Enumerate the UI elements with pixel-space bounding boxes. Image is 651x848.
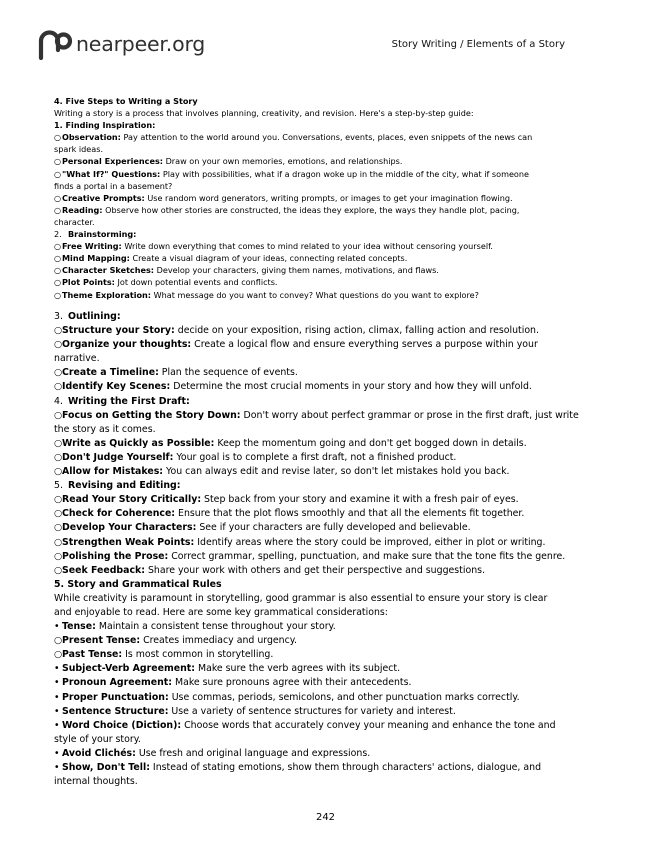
list-item xyxy=(54,131,584,143)
list-item: ○Past Tense: Is most common in storytelling. xyxy=(54,648,584,662)
item-term: Mind Mapping: xyxy=(62,253,130,264)
breadcrumb: Story Writing / Elements of a Story xyxy=(391,39,565,50)
list-item xyxy=(54,536,584,550)
item-term: Observation: xyxy=(62,132,121,143)
bullet-icon: • xyxy=(54,705,60,717)
section-heading: 4. Five Steps to Writing a Story xyxy=(54,96,198,106)
item-term: Show, Don't Tell: xyxy=(62,762,150,773)
list-item xyxy=(54,204,584,216)
step-1-list xyxy=(54,131,584,228)
hollow-bullet-icon: ○ xyxy=(54,325,63,337)
list-item xyxy=(54,521,584,535)
list-item xyxy=(54,761,584,775)
bullet-icon: • xyxy=(54,663,60,675)
item-term: Write as Quickly as Possible: xyxy=(62,437,215,449)
item-description: Pay attention to the world around you. Conversations, events, places, even snippets of the news can xyxy=(120,132,533,143)
hollow-bullet-icon: ○ xyxy=(54,635,63,647)
item-description: See if your characters are fully developed and believable. xyxy=(196,522,471,534)
item-term: Create a Timeline: xyxy=(62,367,159,379)
list-item-continuation: narrative. xyxy=(54,353,100,365)
item-term: Strengthen Weak Points: xyxy=(62,536,195,548)
list-item: ○Present Tense: Creates immediacy and urgency. xyxy=(54,634,584,648)
logo-text: nearpeer.org xyxy=(76,32,206,56)
hollow-bullet-icon: ○ xyxy=(54,168,62,179)
page-header xyxy=(0,0,651,80)
step-2-list xyxy=(54,240,584,300)
step-number: 2. xyxy=(54,229,62,240)
item-term: Structure your Story: xyxy=(62,325,175,337)
item-description: Correct grammar, spelling, punctuation, and make sure that the tone fits the genre. xyxy=(168,550,566,562)
item-term: Pronoun Agreement: xyxy=(62,677,173,689)
item-term: Allow for Mistakes: xyxy=(62,466,164,478)
item-term: Don't Judge Yourself: xyxy=(62,451,174,463)
item-term: Subject-Verb Agreement: xyxy=(62,663,195,675)
item-description: Draw on your own memories, emotions, and relationships. xyxy=(163,156,403,167)
list-item-continuation: style of your story. xyxy=(54,733,141,745)
item-term: Polishing the Prose: xyxy=(62,550,169,562)
list-item xyxy=(54,493,584,507)
item-description: Identify areas where the story could be improved, either in plot or writing. xyxy=(194,536,546,548)
hollow-bullet-icon: ○ xyxy=(54,192,62,203)
item-description: Jot down potential events and conflicts. xyxy=(114,277,278,288)
item-description: Ensure that the plot flows smoothly and that all the elements fit together. xyxy=(175,508,525,520)
paragraph: Writing a story is a process that involves planning, creativity, and revision. Here's a step-by-step guide: xyxy=(54,108,474,119)
item-description: Choose words that accurately convey your meaning and enhance the tone and xyxy=(181,719,556,731)
hollow-bullet-icon: ○ xyxy=(54,367,63,379)
hollow-bullet-icon: ○ xyxy=(54,536,63,548)
grammar-list xyxy=(54,662,584,789)
item-term: Free Writing: xyxy=(62,241,122,252)
bullet-icon: • xyxy=(54,691,60,703)
hollow-bullet-icon: ○ xyxy=(54,649,63,661)
list-item xyxy=(54,252,584,264)
step-heading: Brainstorming: xyxy=(68,229,137,240)
item-description: Play with possibilities, what if a dragon woke up in the middle of the city, what if someone xyxy=(160,168,529,179)
hollow-bullet-icon: ○ xyxy=(54,564,63,576)
list-item xyxy=(54,276,584,288)
step-heading: Writing the First Draft: xyxy=(68,395,190,407)
item-description: Develop your characters, giving them names, motivations, and flaws. xyxy=(154,265,439,276)
list-item xyxy=(54,705,584,719)
hollow-bullet-icon: ○ xyxy=(54,437,63,449)
item-description: Make sure the verb agrees with its subject. xyxy=(195,663,401,675)
item-term: Focus on Getting the Story Down: xyxy=(62,409,241,421)
list-item xyxy=(54,168,584,180)
item-description: What message do you want to convey? What questions do you want to explore? xyxy=(151,289,479,300)
item-term: Reading: xyxy=(62,204,103,215)
hollow-bullet-icon: ○ xyxy=(54,409,63,421)
hollow-bullet-icon: ○ xyxy=(54,204,62,215)
list-item-continuation: internal thoughts. xyxy=(54,776,138,788)
item-description: Step back from your story and examine it with a fresh pair of eyes. xyxy=(201,494,519,506)
step-heading: Outlining: xyxy=(68,311,121,322)
hollow-bullet-icon: ○ xyxy=(54,451,63,463)
hollow-bullet-icon: ○ xyxy=(54,156,62,167)
hollow-bullet-icon: ○ xyxy=(54,522,63,534)
nearpeer-logo-icon xyxy=(37,28,73,60)
bullet-icon: • xyxy=(54,747,60,759)
list-item xyxy=(54,366,584,380)
item-term: Avoid Clichés: xyxy=(62,747,136,759)
bullet-icon: • xyxy=(54,621,60,633)
list-item xyxy=(54,155,584,167)
hollow-bullet-icon: ○ xyxy=(54,550,63,562)
item-term: Theme Exploration: xyxy=(62,289,152,300)
list-item xyxy=(54,691,584,705)
hollow-bullet-icon: ○ xyxy=(54,241,62,252)
item-description: Don't worry about perfect grammar or prose in the first draft, just write xyxy=(240,409,579,421)
list-item-continuation: character. xyxy=(54,216,95,227)
hollow-bullet-icon: ○ xyxy=(54,466,63,478)
list-item xyxy=(54,676,584,690)
list-item-continuation: the story as it comes. xyxy=(54,423,156,435)
list-item xyxy=(54,240,584,252)
list-item xyxy=(54,564,584,578)
section-4-part-1 xyxy=(54,95,584,301)
item-description: Keep the momentum going and don't get bogged down in details. xyxy=(214,437,527,449)
item-description: Use a variety of sentence structures for variety and interest. xyxy=(168,705,456,717)
hollow-bullet-icon: ○ xyxy=(54,508,63,520)
item-term: Plot Points: xyxy=(62,277,115,288)
list-item xyxy=(54,409,584,423)
hollow-bullet-icon: ○ xyxy=(54,132,62,143)
item-term: Proper Punctuation: xyxy=(62,691,169,703)
paragraph-line: and enjoyable to read. Here are some key grammatical considerations: xyxy=(54,606,388,618)
list-item xyxy=(54,465,584,479)
paragraph-line: While creativity is paramount in storytelling, good grammar is also essential to ensure your story is clear xyxy=(54,592,548,604)
hollow-bullet-icon: ○ xyxy=(54,277,62,288)
step-4-list xyxy=(54,409,584,479)
item-term: Sentence Structure: xyxy=(62,705,169,717)
hollow-bullet-icon: ○ xyxy=(54,265,62,276)
list-item xyxy=(54,437,584,451)
step-heading: Revising and Editing: xyxy=(68,480,181,492)
item-description: Create a logical flow and ensure everything serves a purpose within your xyxy=(191,339,538,351)
list-item xyxy=(54,550,584,564)
item-term: Character Sketches: xyxy=(62,265,155,276)
item-description: Write down everything that comes to mind related to your idea without censoring yourself. xyxy=(121,241,493,252)
nearpeer-logo[interactable] xyxy=(37,28,205,60)
list-item xyxy=(54,747,584,761)
item-term: Read Your Story Critically: xyxy=(62,494,202,506)
item-term: Develop Your Characters: xyxy=(62,522,197,534)
item-term: Identify Key Scenes: xyxy=(62,381,171,393)
step-5-list xyxy=(54,493,584,578)
item-term: "What If?" Questions: xyxy=(62,168,161,179)
item-description: decide on your exposition, rising action, climax, falling action and resolution. xyxy=(174,325,539,337)
list-item xyxy=(54,662,584,676)
item-description: Determine the most crucial moments in your story and how they will unfold. xyxy=(170,381,532,393)
list-item xyxy=(54,192,584,204)
item-description: Instead of stating emotions, show them through characters' actions, dialogue, and xyxy=(149,762,542,773)
list-item xyxy=(54,289,584,301)
item-term: Organize your thoughts: xyxy=(62,339,192,351)
step-3-list xyxy=(54,324,584,394)
section-heading: 5. Story and Grammatical Rules xyxy=(54,578,222,590)
item-term: Seek Feedback: xyxy=(62,564,145,576)
bullet-icon: • xyxy=(54,762,60,773)
bullet-icon: • xyxy=(54,677,60,689)
item-term: Word Choice (Diction): xyxy=(62,719,182,731)
list-item-continuation: spark ideas. xyxy=(54,144,104,155)
list-item xyxy=(54,451,584,465)
section-4-part-2 xyxy=(54,310,584,789)
hollow-bullet-icon: ○ xyxy=(54,381,63,393)
list-item xyxy=(54,507,584,521)
item-description: Use random word generators, writing prompts, or images to get your imagination flowing. xyxy=(144,192,513,203)
item-term: Creative Prompts: xyxy=(62,192,145,203)
item-description: Observe how other stories are constructed, the ideas they explore, the ways they handle plot, pacing, xyxy=(102,204,520,215)
hollow-bullet-icon: ○ xyxy=(54,339,63,351)
list-item xyxy=(54,719,584,733)
list-item-continuation: finds a portal in a basement? xyxy=(54,180,173,191)
step-heading: 1. Finding Inspiration: xyxy=(54,120,156,131)
step-number: 5. xyxy=(54,480,63,492)
item-description: Share your work with others and get their perspective and suggestions. xyxy=(145,564,485,576)
step-number: 3. xyxy=(54,311,63,322)
item-description: Plan the sequence of events. xyxy=(158,367,298,379)
item-description: Make sure pronouns agree with their antecedents. xyxy=(172,677,412,689)
item-term: Personal Experiences: xyxy=(62,156,163,167)
step-number: 4. xyxy=(54,395,63,407)
bullet-icon: • xyxy=(54,719,60,731)
item-description: Use fresh and original language and expressions. xyxy=(135,747,371,759)
item-term: Check for Coherence: xyxy=(62,508,176,520)
page-number: 242 xyxy=(315,812,336,823)
item-description: Your goal is to complete a first draft, not a finished product. xyxy=(173,451,457,463)
hollow-bullet-icon: ○ xyxy=(54,253,62,264)
item-description: Create a visual diagram of your ideas, connecting related concepts. xyxy=(129,253,408,264)
item-description: Use commas, periods, semicolons, and other punctuation marks correctly. xyxy=(168,691,520,703)
list-item xyxy=(54,264,584,276)
list-item xyxy=(54,324,584,338)
hollow-bullet-icon: ○ xyxy=(54,289,62,300)
list-item xyxy=(54,338,584,352)
list-item: • Tense: Maintain a consistent tense throughout your story. xyxy=(54,620,584,634)
hollow-bullet-icon: ○ xyxy=(54,494,63,506)
list-item xyxy=(54,380,584,394)
item-description: You can always edit and revise later, so don't let mistakes hold you back. xyxy=(163,466,510,478)
